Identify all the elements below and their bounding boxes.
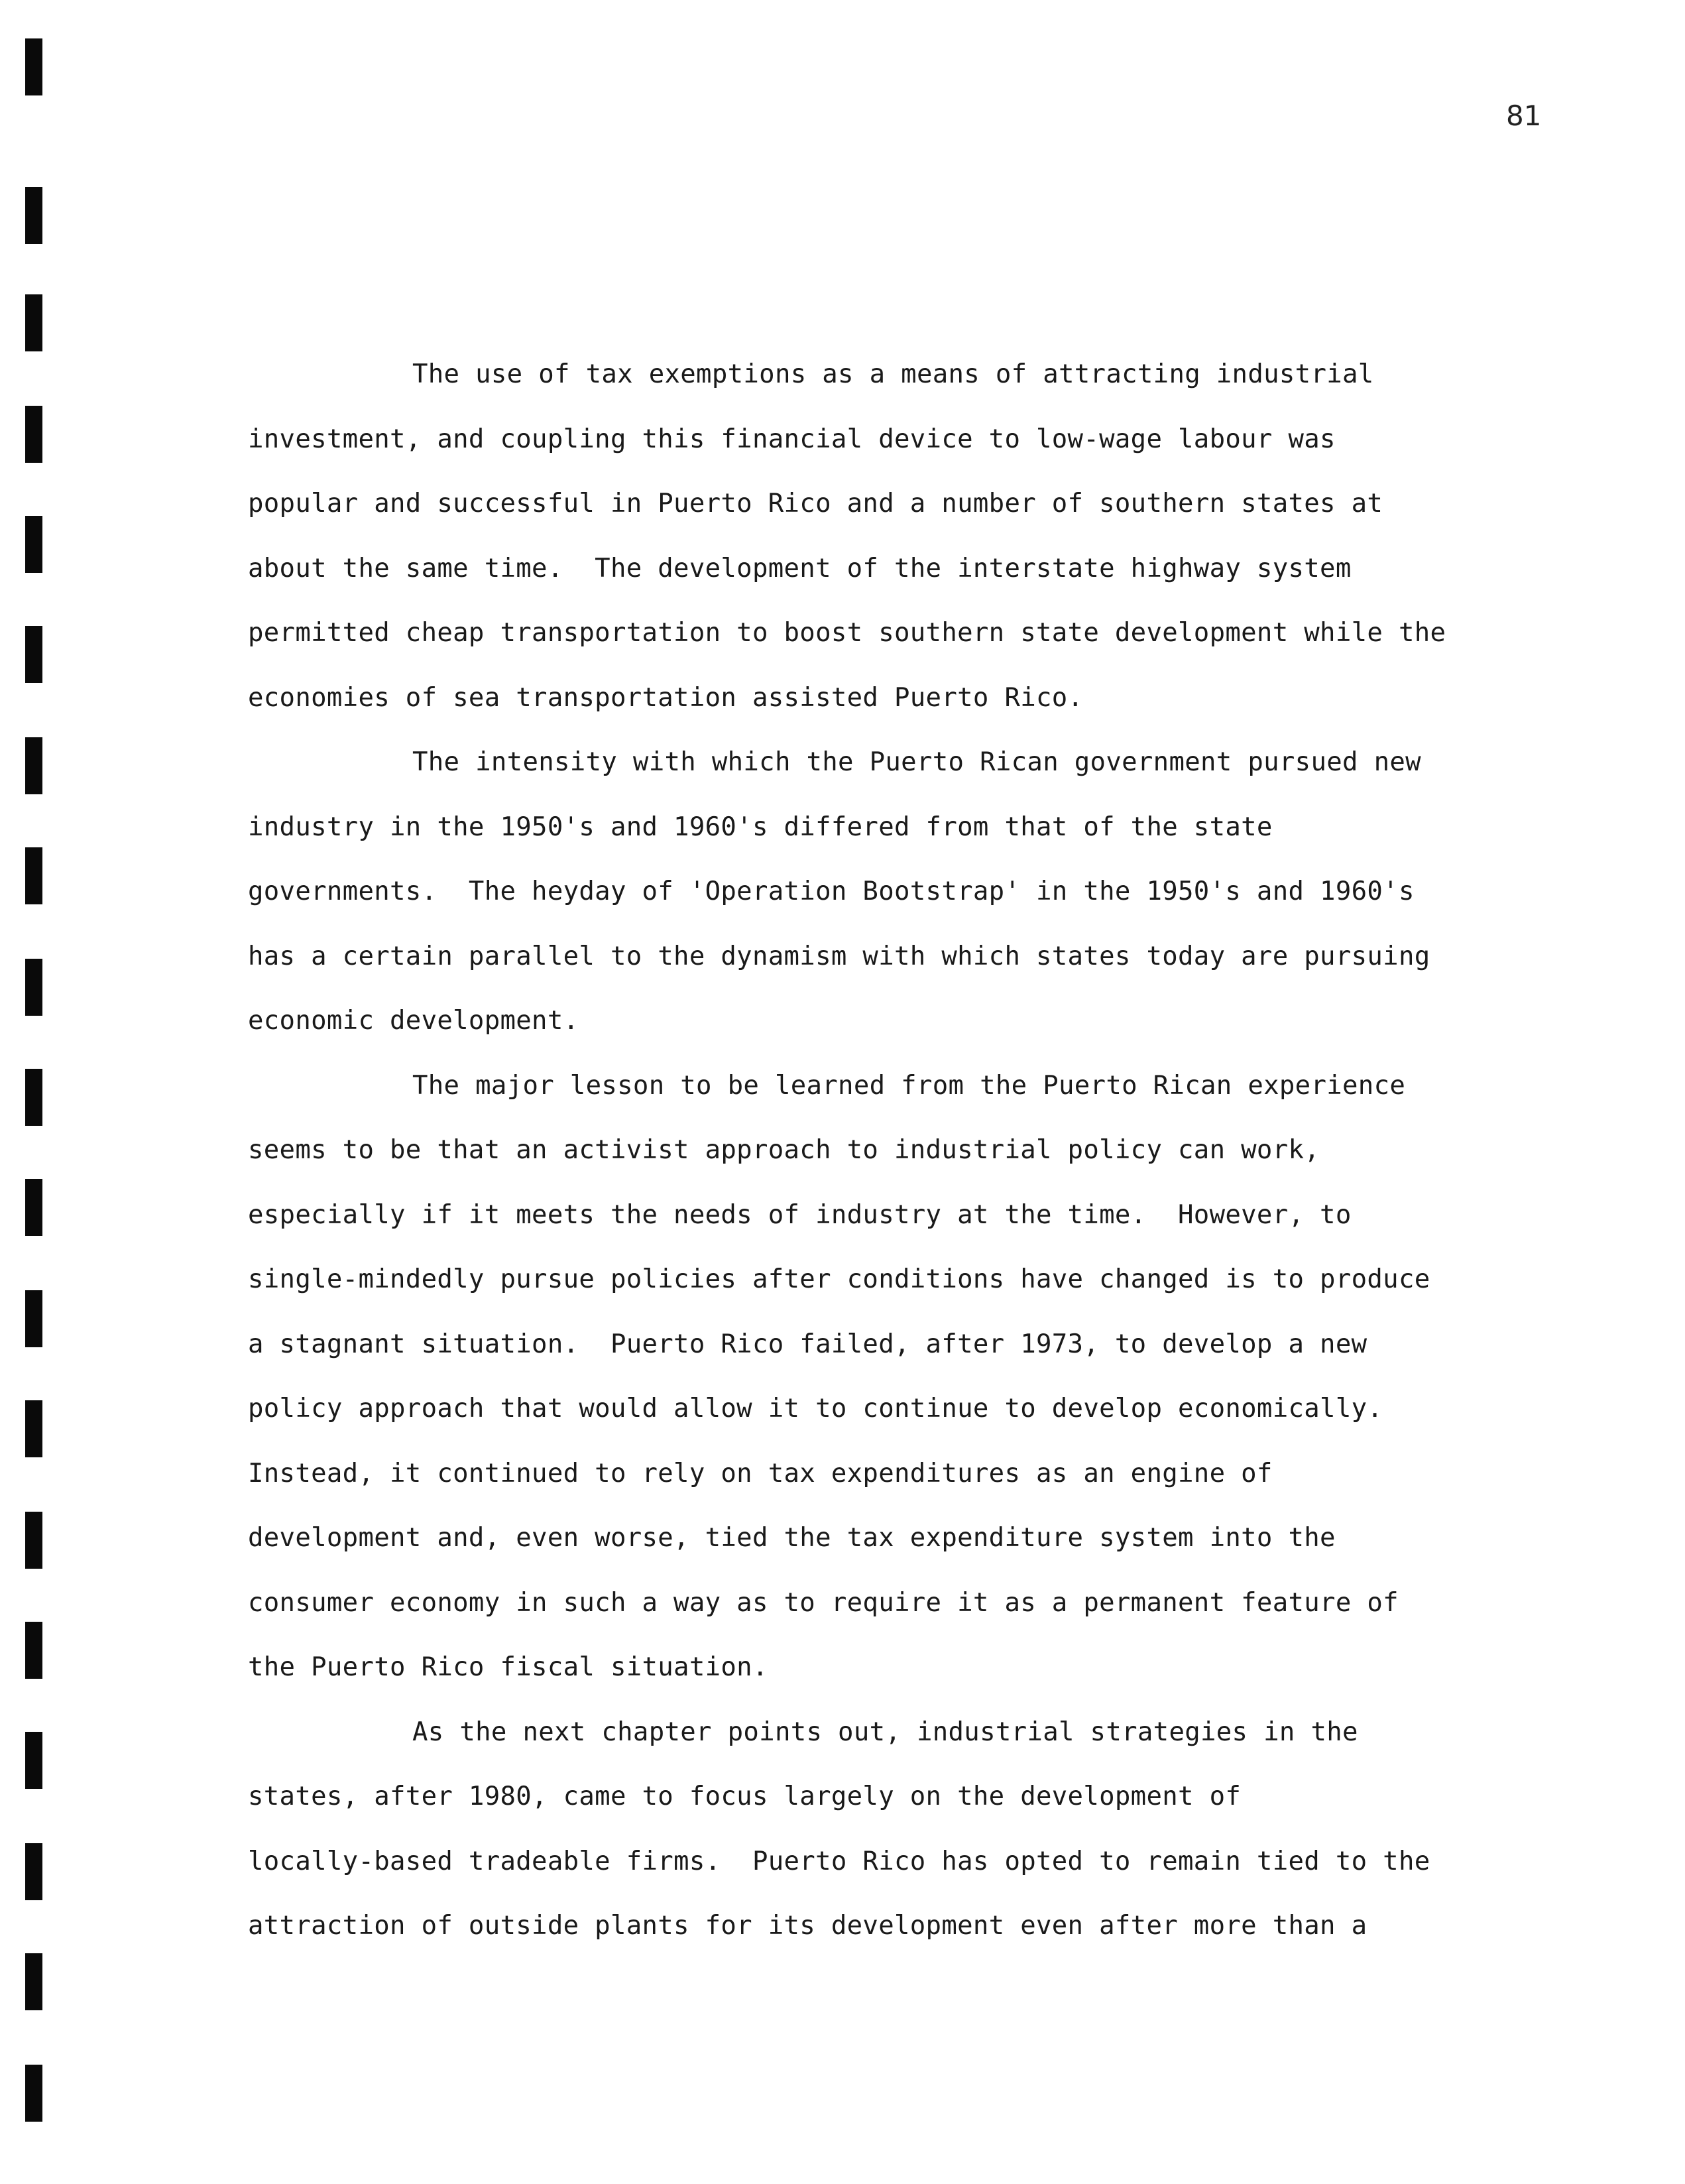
text-line: Instead, it continued to rely on tax expenditures as an engine of <box>248 1458 1273 1488</box>
margin-mark <box>25 1953 42 2010</box>
text-line: economic development. <box>248 1006 579 1036</box>
text-line: about the same time. The development of the interstate highway system <box>248 553 1352 583</box>
margin-mark <box>25 1179 42 1236</box>
page-number: 81 <box>1506 99 1542 132</box>
margin-mark <box>25 959 42 1016</box>
text-line: industry in the 1950's and 1960's differed from that of the state <box>248 812 1273 842</box>
text-line: consumer economy in such a way as to require it as a permanent feature of <box>248 1587 1399 1618</box>
text-line: has a certain parallel to the dynamism with which states today are pursuing <box>248 941 1430 971</box>
margin-mark <box>25 294 42 351</box>
margin-mark <box>25 1622 42 1679</box>
margin-mark <box>25 1512 42 1569</box>
text-line: single-mindedly pursue policies after conditions have changed is to produce <box>248 1264 1430 1294</box>
text-line: As the next chapter points out, industrial strategies in the <box>412 1717 1358 1747</box>
margin-mark <box>25 2065 42 2122</box>
margin-mark <box>25 847 42 904</box>
text-line: The use of tax exemptions as a means of attracting industrial <box>412 359 1374 389</box>
margin-mark <box>25 1843 42 1900</box>
margin-mark <box>25 1069 42 1126</box>
text-line: seems to be that an activist approach to industrial policy can work, <box>248 1135 1320 1165</box>
text-line: especially if it meets the needs of industry at the time. However, to <box>248 1199 1352 1230</box>
margin-mark <box>25 406 42 463</box>
margin-mark <box>25 187 42 244</box>
binding-margin-marks <box>25 0 42 2184</box>
margin-mark <box>25 516 42 573</box>
text-line: a stagnant situation. Puerto Rico failed, after 1973, to develop a new <box>248 1329 1367 1359</box>
body-text <box>248 358 1507 1974</box>
text-line: governments. The heyday of 'Operation Bootstrap' in the 1950's and 1960's <box>248 877 1415 906</box>
margin-mark <box>25 38 42 95</box>
text-line: states, after 1980, came to focus largely on the development of <box>248 1782 1242 1811</box>
margin-mark <box>25 1290 42 1347</box>
margin-mark <box>25 1732 42 1789</box>
text-line: permitted cheap transportation to boost southern state development while the <box>248 618 1446 648</box>
margin-mark <box>25 737 42 794</box>
text-line: the Puerto Rico fiscal situation. <box>248 1652 768 1682</box>
text-line: attraction of outside plants for its development even after more than a <box>248 1911 1367 1941</box>
text-line: The major lesson to be learned from the Puerto Rican experience <box>412 1070 1406 1101</box>
margin-mark <box>25 1400 42 1457</box>
text-line: The intensity with which the Puerto Rican government pursued new <box>412 747 1421 777</box>
text-line: locally-based tradeable firms. Puerto Rico has opted to remain tied to the <box>248 1846 1430 1876</box>
margin-mark <box>25 626 42 683</box>
text-line: development and, even worse, tied the tax expenditure system into the <box>248 1523 1336 1553</box>
text-line: investment, and coupling this financial device to low-wage labour was <box>248 424 1336 454</box>
text-line: economies of sea transportation assisted Puerto Rico. <box>248 682 1084 713</box>
text-line: policy approach that would allow it to continue to develop economically. <box>248 1394 1383 1424</box>
text-line: popular and successful in Puerto Rico and a number of southern states at <box>248 489 1383 518</box>
